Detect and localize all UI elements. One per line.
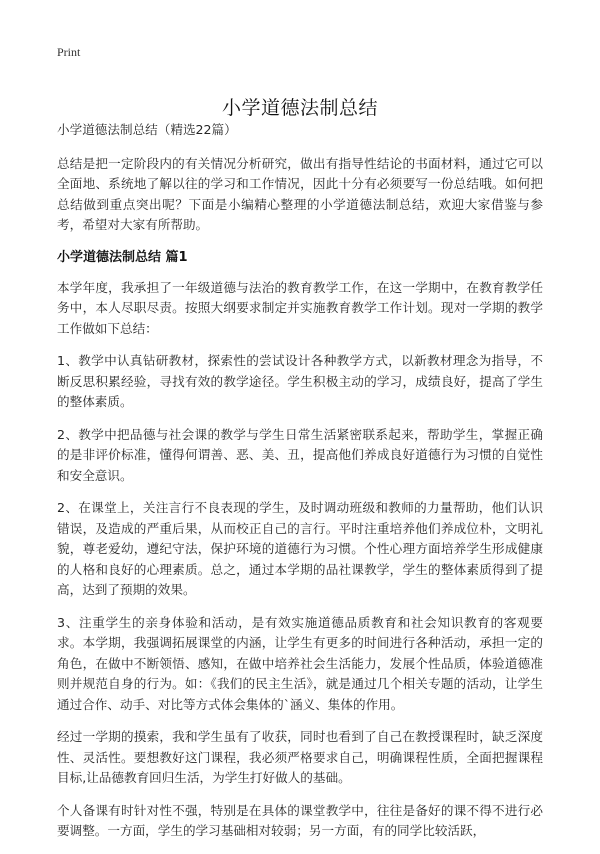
body-paragraph-3: 2、教学中把品德与社会课的教学与学生日常生活紧密联系起来，帮助学生，掌握正确的是非评价标准，懂得何谓善、恶、美、丑，提高他们养成良好道德行为习惯的自觉性和安全意识。 <box>57 426 543 483</box>
body-paragraph-7: 个人备课有时针对性不强，特别是在具体的课堂教学中，往往是备好的课不得不进行必要调整。一方面，学生的学习基础相对较弱；另一方面，有的同学比较活跃， <box>57 802 543 838</box>
document-title: 小学道德法制总结 <box>221 96 378 119</box>
intro-paragraph: 总结是把一定阶段内的有关情况分析研究，做出有指导性结论的书面材料，通过它可以全面地、系统地了解以往的学习和工作情况，因此十分有必须要写一份总结哦。如何把总结做到重点突出呢？下面是小编精心整理的小学道德法制总结，欢迎大家借鉴与参考，希望对大家有所帮助。 <box>57 155 543 232</box>
body-paragraph-6: 经过一学期的摸索，我和学生虽有了收获，同时也看到了自己在教授课程时，缺乏深度性、灵活性。要想教好这门课程，我必须严格要求自己，明确课程性质，全面把握课程目标,让品德教育回归生活，为学生打好做人的基础。 <box>57 729 543 785</box>
document-subtitle: 小学道德法制总结（精选22篇） <box>57 122 237 137</box>
body-paragraph-5: 3、注重学生的亲身体验和活动，是有效实施道德品质教育和社会知识教育的客观要求。本学期，我强调拓展课堂的内涵，让学生有更多的时间进行各种活动，承担一定的角色，在做中不断领悟、感知，在做中培养社会生活能力，发展个性品质，体验道德准则并规范自身的行为。如：《我们的民主生活》，就是通过几个相关专题的活动，让学生通过合作、动手、对比等方式体会集体的`涵义、集体的作用。 <box>57 614 543 712</box>
body-paragraph-2: 1、教学中认真钻研教材，探索性的尝试设计各种教学方式，以新教材理念为指导，不断反思积累经验，寻找有效的教学途径。学生积极主动的学习，成绩良好，提高了学生的整体素质。 <box>57 353 543 409</box>
body-paragraph-4: 2、在课堂上，关注言行不良表现的学生，及时调动班级和教师的力量帮助，他们认识错误，及造成的严重后果，从而校正自己的言行。平时注重培养他们养成位朴，文明礼貌，尊老爱幼，遵纪守法，保护环境的道德行为习惯。个性心理方面培养学生形成健康的人格和良好的心理素质。总之，通过本学期的品社课教学，学生的整体素质得到了提高，达到了预期的效果。 <box>57 500 543 597</box>
body-paragraph-1: 本学年度，我承担了一年级道德与法治的教育教学工作，在这一学期中，在教育教学任务中，本人尽职尽责。按照大纲要求制定并实施教育教学工作计划。现对一学期的教学工作做如下总结： <box>57 279 543 336</box>
print-link[interactable]: Print <box>57 45 81 59</box>
document-body <box>57 120 543 854</box>
section-heading: 小学道德法制总结 篇1 <box>57 249 188 265</box>
